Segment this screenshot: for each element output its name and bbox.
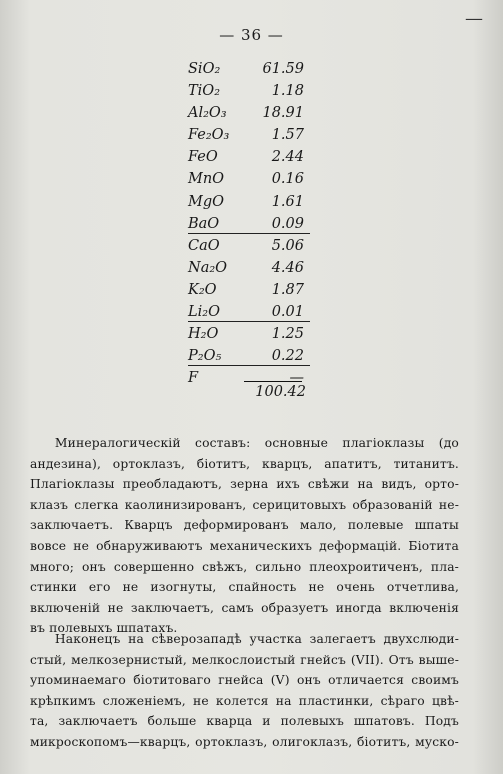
oxide-row: [186, 124, 314, 146]
oxide-formula: BaO: [188, 215, 220, 232]
oxide-value: 5.06: [271, 237, 304, 254]
oxide-formula: Li₂O: [188, 304, 220, 321]
oxide-formula: Al₂O₃: [188, 105, 227, 122]
text-line: стый, мелкозернистый, мелкослоистый гнейсъ (VII). Отъ выше-: [30, 652, 459, 667]
oxide-value: 0.16: [271, 171, 304, 188]
oxide-row: [186, 191, 314, 213]
oxide-row: [186, 102, 314, 124]
oxide-formula: TiO₂: [188, 83, 221, 100]
oxide-row: [186, 345, 314, 367]
oxide-formula: Na₂O: [188, 259, 228, 276]
oxide-formula: MgO: [188, 193, 225, 210]
oxide-row: [186, 323, 314, 345]
text-line: Наконецъ на сѣверозападѣ участка залегаетъ двухслюди-: [30, 632, 459, 646]
oxide-value: 1.87: [271, 281, 304, 298]
oxide-value: 4.46: [271, 259, 304, 276]
oxide-value: 61.59: [262, 61, 304, 77]
oxide-value: 1.61: [271, 193, 304, 210]
oxide-formula: Fe₂O₃: [188, 127, 230, 144]
oxide-row: [186, 235, 314, 257]
oxide-value: 18.91: [262, 105, 304, 122]
chemical-analysis-table: [186, 58, 314, 389]
text-line: андезина), ортоклазъ, бiотитъ, кварцъ, апатитъ, титанитъ.: [30, 456, 459, 471]
text-line: та, заключаетъ больше кварца и полевыхъ шпатовъ. Подъ: [30, 714, 459, 729]
oxide-value: 2.44: [271, 149, 304, 166]
analysis-total: 100.42: [255, 384, 306, 400]
oxide-row: [186, 279, 314, 301]
oxide-value: 0.09: [271, 215, 304, 232]
oxide-formula: SiO₂: [188, 61, 221, 77]
oxide-value: 0.01: [271, 304, 304, 321]
page-number: — 36 —: [219, 26, 284, 44]
oxide-formula: MnO: [188, 171, 225, 188]
oxide-value: 0.22: [271, 348, 304, 365]
text-line: Минералогическiй составъ: основные плагiоклазы (до: [30, 436, 459, 450]
oxide-row: [186, 257, 314, 279]
oxide-formula: F: [188, 370, 199, 387]
text-line: клазъ слегка каолинизированъ, серицитовыхъ образованiй не-: [30, 497, 459, 512]
oxide-row: [186, 301, 314, 323]
mineral-composition-paragraph: [30, 433, 459, 639]
oxide-value: 1.25: [271, 326, 304, 343]
gneiss-description-paragraph: [30, 629, 459, 753]
text-line: заключаетъ. Кварцъ деформированъ мало, полевые шпаты: [30, 518, 459, 533]
oxide-value: 1.18: [271, 83, 304, 100]
oxide-row: [186, 58, 314, 80]
total-rule: [244, 381, 302, 382]
text-line: включенiй не заключаетъ, самъ образуетъ иногда включенiя: [30, 600, 459, 615]
oxide-row: [186, 80, 314, 102]
oxide-formula: CaO: [188, 237, 220, 254]
text-line: много; онъ совершенно свѣжъ, сильно плеохроитиченъ, пла-: [30, 559, 459, 574]
oxide-formula: FeO: [188, 149, 218, 166]
text-line: вовсе не обнаруживаютъ механическихъ деформацiй. Бiотита: [30, 538, 459, 553]
oxide-row: [186, 168, 314, 190]
text-line: упоминаемаго бiотитоваго гнейса (V) онъ отличается своимъ: [30, 673, 459, 688]
oxide-value: 1.57: [271, 127, 304, 144]
oxide-formula: P₂O₅: [188, 348, 222, 365]
text-line: крѣпкимъ сложенiемъ, не колется на пластинки, сѣраго цвѣ-: [30, 693, 459, 708]
oxide-row: [186, 213, 314, 235]
oxide-row: [186, 146, 314, 168]
text-line: микроскопомъ—кварцъ, ортоклазъ, олигоклазъ, бiотитъ, муско-: [30, 734, 459, 749]
oxide-formula: H₂O: [188, 326, 219, 343]
oxide-formula: K₂O: [188, 281, 217, 298]
text-line: Плагiоклазы преобладаютъ, зерна ихъ свѣжи на видъ, орто-: [30, 477, 459, 492]
text-line: стинки его не изогнуты, спайность не очень отчетлива,: [30, 580, 459, 595]
corner-mark: —: [465, 8, 483, 29]
text-line: въ полевыхъ шпатахъ.: [30, 621, 178, 636]
oxide-value: —: [289, 370, 304, 387]
